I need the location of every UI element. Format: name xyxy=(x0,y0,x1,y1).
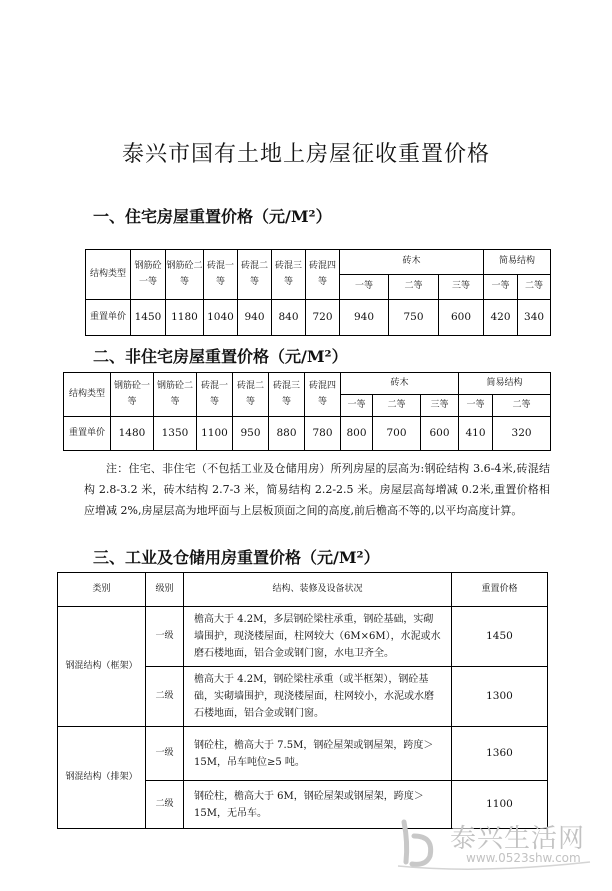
col-header: 砖混一等 xyxy=(197,373,233,417)
header-category: 类别 xyxy=(58,573,146,607)
col-header: 砖混四等 xyxy=(305,373,341,417)
col-header: 砖混三等 xyxy=(269,373,305,417)
page-title: 泰兴市国有土地上房屋征收重置价格 xyxy=(121,142,490,167)
group-header-zhuanmu: 砖木 xyxy=(341,373,459,395)
col-header: 砖混三等 xyxy=(272,250,306,300)
price-cell: 700 xyxy=(373,417,421,451)
price-cell: 1300 xyxy=(452,667,548,727)
description-cell: 钢砼柱，檐高大于 6M，钢砼屋架或钢屋架，跨度＞15M，无吊车。 xyxy=(184,781,452,829)
price-cell: 600 xyxy=(439,300,484,336)
level-cell: 二级 xyxy=(146,667,184,727)
price-cell: 940 xyxy=(340,300,389,336)
description-cell: 钢砼柱，檐高大于 7.5M，钢砼屋架或钢屋架，跨度＞15M，吊车吨位≥5 吨。 xyxy=(184,727,452,781)
col-header: 砖混四等 xyxy=(306,250,340,300)
sub-header: 二等 xyxy=(389,275,439,300)
price-cell: 1360 xyxy=(452,727,548,781)
watermark-site-name: 泰兴生活网 xyxy=(450,824,586,854)
sub-header: 一等 xyxy=(341,395,373,417)
description-cell: 檐高大于 4.2M，钢砼梁柱承重（或半框架），钢砼基础，实砌墙围护，现浇楼屋面，柱网较小，水泥或水磨石楼地面，铝合金或钢门窗。 xyxy=(184,667,452,727)
structure-type-header: 结构类型 xyxy=(64,373,111,417)
price-cell: 940 xyxy=(238,300,272,336)
price-cell: 410 xyxy=(459,417,493,451)
price-cell: 1450 xyxy=(452,607,548,667)
sub-header: 一等 xyxy=(459,395,493,417)
price-cell: 600 xyxy=(421,417,459,451)
height-note: 注：住宅、非住宅（不包括工业及仓储用房）所列房屋的层高为:钢砼结构 3.6-4米,砖混结构 2.8-3.2 米，砖木结构 2.7-3 米，简易结构 2.2-2.5 米。房屋层高每增减 0.2米,重置价格相应增减 2%,房屋层高为地坪面与上层板顶面之间的高度,前后檐高不等的,以平均高度计算。 xyxy=(84,462,550,517)
price-row-header: 重置单价 xyxy=(64,417,111,451)
price-cell: 800 xyxy=(341,417,373,451)
header-level: 级别 xyxy=(146,573,184,607)
sub-header: 一等 xyxy=(340,275,389,300)
category-cell: 钢混结构（框架） xyxy=(58,607,146,727)
watermark-url: www.0523shw.com xyxy=(466,851,581,865)
structure-type-header: 结构类型 xyxy=(86,250,131,300)
sub-header: 三等 xyxy=(439,275,484,300)
description-cell: 檐高大于 4.2M，多层钢砼梁柱承重，钢砼基础，实砌墙围护，现浇楼屋面，柱网较大（6M×6M），水泥或水磨石楼地面，铝合金或钢门窗，水电卫齐全。 xyxy=(184,607,452,667)
section-heading-industrial: 三、工业及仓储用房重置价格（元/M²） xyxy=(93,548,380,567)
price-cell: 1350 xyxy=(154,417,197,451)
price-cell: 1480 xyxy=(111,417,154,451)
section-heading-nonresidential: 二、非住宅房屋重置价格（元/M²） xyxy=(93,347,348,366)
sub-header: 二等 xyxy=(373,395,421,417)
sub-header: 二等 xyxy=(518,275,551,300)
col-header: 钢筋砼二等 xyxy=(166,250,204,300)
price-cell: 840 xyxy=(272,300,306,336)
price-cell: 780 xyxy=(305,417,341,451)
section-heading-residential: 一、住宅房屋重置价格（元/M²） xyxy=(93,207,332,226)
price-cell: 1450 xyxy=(131,300,166,336)
price-cell: 1100 xyxy=(197,417,233,451)
price-cell: 1180 xyxy=(166,300,204,336)
col-header: 钢筋砼一等 xyxy=(111,373,154,417)
col-header: 钢筋砼一等 xyxy=(131,250,166,300)
col-header: 钢筋砼二等 xyxy=(154,373,197,417)
col-header: 砖混二等 xyxy=(238,250,272,300)
col-header: 砖混一等 xyxy=(204,250,238,300)
price-cell: 880 xyxy=(269,417,305,451)
level-cell: 一级 xyxy=(146,727,184,781)
level-cell: 一级 xyxy=(146,607,184,667)
price-row-header: 重置单价 xyxy=(86,300,131,336)
sub-header: 一等 xyxy=(484,275,518,300)
col-header: 砖混二等 xyxy=(233,373,269,417)
group-header-jianyi: 简易结构 xyxy=(484,250,551,275)
price-cell: 950 xyxy=(233,417,269,451)
price-cell: 1100 xyxy=(452,781,548,829)
nonresidential-price-table xyxy=(63,372,551,451)
residential-price-table xyxy=(85,249,551,336)
price-cell: 1040 xyxy=(204,300,238,336)
price-cell: 320 xyxy=(493,417,551,451)
price-cell: 750 xyxy=(389,300,439,336)
group-header-zhuanmu: 砖木 xyxy=(340,250,484,275)
price-cell: 720 xyxy=(306,300,340,336)
group-header-jianyi: 简易结构 xyxy=(459,373,551,395)
price-cell: 420 xyxy=(484,300,518,336)
sub-header: 三等 xyxy=(421,395,459,417)
header-description: 结构、装修及设备状况 xyxy=(184,573,452,607)
level-cell: 二级 xyxy=(146,781,184,829)
category-cell: 钢混结构（排架） xyxy=(58,727,146,829)
header-price: 重置价格 xyxy=(452,573,548,607)
price-cell: 340 xyxy=(518,300,551,336)
sub-header: 二等 xyxy=(493,395,551,417)
industrial-price-table xyxy=(57,572,548,829)
